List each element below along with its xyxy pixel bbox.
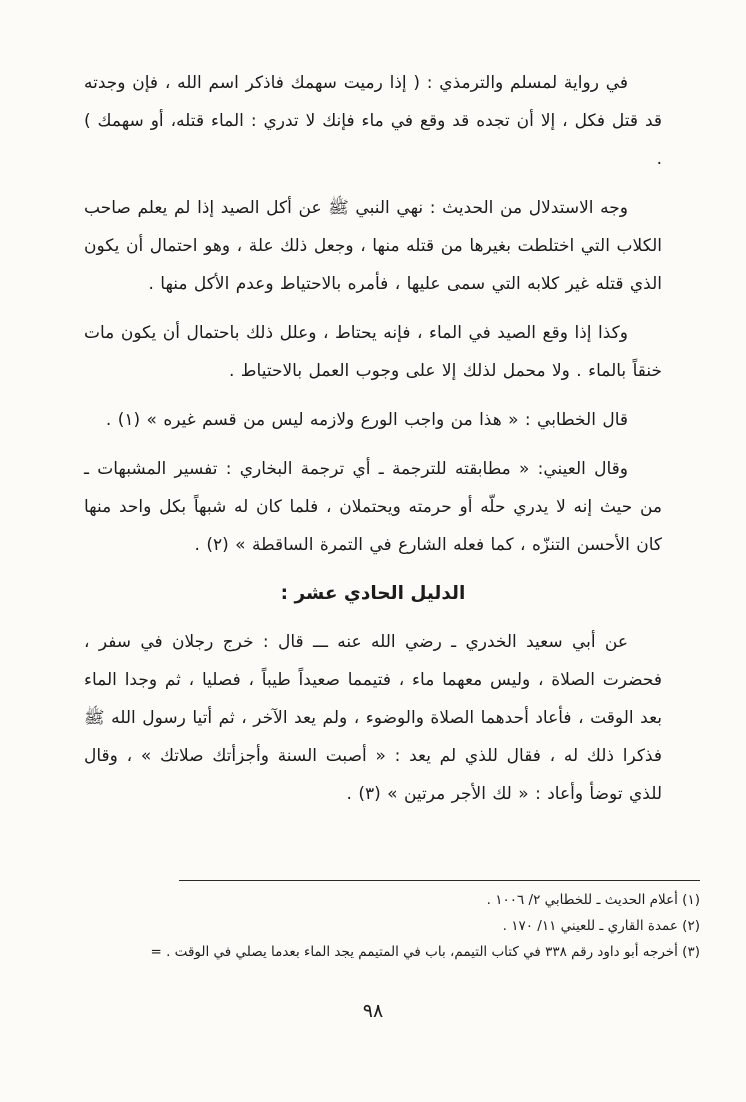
paragraph-hadith-narration: في رواية لمسلم والترمذي : ( إذا رميت سهمك فاذكر اسم الله ، فإن وجدته قد قتل فكل ، إلا أن تجده قد وقع في ماء فإنك لا تدري : الماء قتله، أو سهمك ) . xyxy=(84,73,662,169)
paragraph-water-case: وكذا إذا وقع الصيد في الماء ، فإنه يحتاط ، وعلل ذلك باحتمال أن يكون مات خنقاً بالماء . ولا محمل لذلك إلا على وجوب العمل بالاحتياط . xyxy=(84,323,662,381)
page-number: ٩٨ xyxy=(362,1000,384,1022)
paragraph-khattabi-quote: قال الخطابي : « هذا من واجب الورع ولازمه ليس من قسم غيره » (١) . xyxy=(105,410,628,430)
paragraph-evidence-explanation: وجه الاستدلال من الحديث : نهي النبي ﷺ عن أكل الصيد إذا لم يعلم صاحب الكلاب التي اختلطت بغيرها من قتله منها ، وجعل ذلك علة ، وهو احتمال أن يكون الذي قتله غير كلابه التي سمى عليها ، فأمره بالاحتياط وعدم الأكل منها . xyxy=(84,198,662,294)
section-heading: الدليل الحادي عشر : xyxy=(280,583,466,604)
paragraph-ayni-quote: وقال العيني: « مطابقته للترجمة ـ أي ترجمة البخاري : تفسير المشبهات ـ من حيث إنه لا يدري حلّه أو حرمته ويحتملان ، فلما كان له شبهاً بكل واحد منها كان الأحسن التنزّه ، كما فعله الشارع في التمرة الساقطة » (٢) . xyxy=(84,459,662,555)
footnote-separator-line xyxy=(179,880,700,881)
footnote-3: (٣) أخرجه أبو داود رقم ٣٣٨ في كتاب التيمم، باب في المتيمم يجد الماء بعدما يصلي في الوقت . = xyxy=(150,944,700,960)
main-text xyxy=(84,64,662,824)
footnote-2: (٢) عمدة القاري ـ للعيني ١١/ ١٧٠ . xyxy=(502,918,700,934)
paragraph-abu-said-hadith: عن أبي سعيد الخدري ـ رضي الله عنه ـــ قال : خرج رجلان في سفر ، فحضرت الصلاة ، وليس معهما ماء ، فتيمما صعيداً طيباً ، فصليا ، ثم وجدا الماء بعد الوقت ، فأعاد أحدهما الصلاة والوضوء ، ولم يعد الآخر ، ثم أتيا رسول الله ﷺ فذكرا ذلك له ، فقال للذي لم يعد : « أصبت السنة وأجزأتك صلاتك » ، وقال للذي توضأ وأعاد : « لك الأجر مرتين » (٣) . xyxy=(84,632,662,804)
footnote-1: (١) أعلام الحديث ـ للخطابي ٢/ ١٠٠٦ . xyxy=(486,892,700,908)
footnotes-section xyxy=(40,880,700,967)
